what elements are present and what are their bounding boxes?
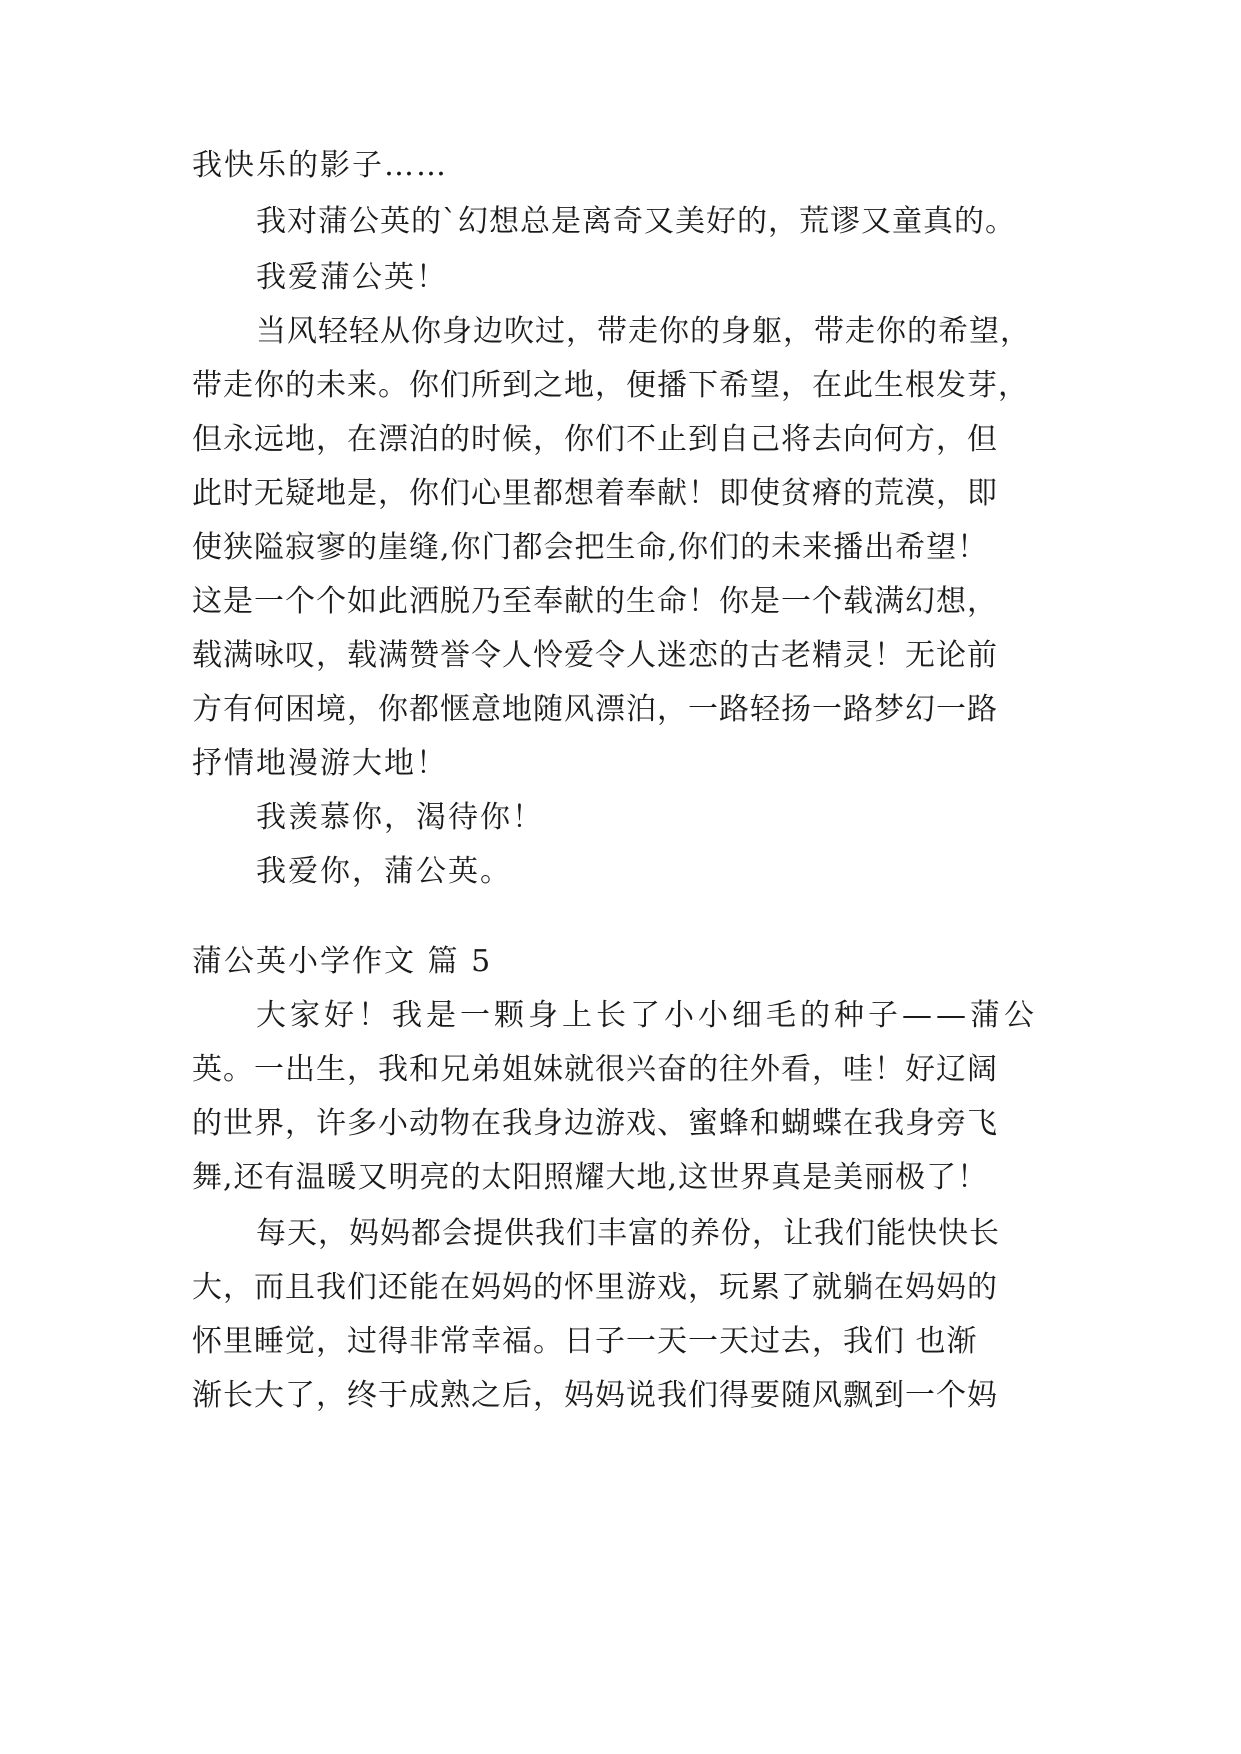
- text-line-18: 的世界，许多小动物在我身边游戏、蜜蜂和蝴蝶在我身旁飞: [192, 1106, 998, 1141]
- text-line-5: 带走你的未来。你们所到之地，便播下希望，在此生根发芽，: [192, 368, 1029, 403]
- text-line-6: 但永远地，在漂泊的时候，你们不止到自己将去向何方，但: [192, 422, 998, 457]
- text-line-7: 此时无疑地是，你们心里都想着奉献！即使贫瘠的荒漠，即: [192, 476, 998, 511]
- text-line-14: 我爱你，蒲公英。: [256, 854, 512, 889]
- text-line-12: 抒情地漫游大地！: [192, 746, 448, 781]
- text-line-20: 每天，妈妈都会提供我们丰富的养份，让我们能快快长: [256, 1216, 1000, 1251]
- text-line-11: 方有何困境，你都惬意地随风漂泊，一路轻扬一路梦幻一路: [192, 692, 998, 727]
- text-line-17: 英。一出生，我和兄弟姐妹就很兴奋的往外看，哇！好辽阔: [192, 1052, 998, 1087]
- text-line-2: 我对蒲公英的`幻想总是离奇又美好的，荒谬又童真的。: [256, 204, 1016, 239]
- text-line-8: 使狭隘寂寥的崖缝,你门都会把生命,你们的未来播出希望！: [192, 530, 989, 565]
- text-line-4: 当风轻轻从你身边吹过，带走你的身躯，带走你的希望，: [256, 314, 1031, 349]
- text-line-16: 大家好！我是一颗身上长了小小细毛的种子——蒲公: [256, 998, 1038, 1033]
- text-line-19: 舞,还有温暖又明亮的太阳照耀大地,这世界真是美丽极了！: [192, 1160, 989, 1195]
- text-line-9: 这是一个个如此洒脱乃至奉献的生命！你是一个载满幻想，: [192, 584, 998, 619]
- text-line-10: 载满咏叹，载满赞誉令人怜爱令人迷恋的古老精灵！无论前: [192, 638, 998, 673]
- text-line-3: 我爱蒲公英！: [256, 260, 448, 295]
- text-line-23: 渐长大了，终于成熟之后，妈妈说我们得要随风飘到一个妈: [192, 1378, 998, 1413]
- text-line-13: 我羡慕你，渴待你！: [256, 800, 544, 835]
- text-line-1: 我快乐的影子……: [192, 148, 448, 183]
- text-line-22: 怀里睡觉，过得非常幸福。日子一天一天过去，我们 也渐: [192, 1324, 978, 1359]
- section-heading: 蒲公英小学作文 篇 5: [192, 944, 493, 979]
- text-line-21: 大，而且我们还能在妈妈的怀里游戏，玩累了就躺在妈妈的: [192, 1270, 998, 1305]
